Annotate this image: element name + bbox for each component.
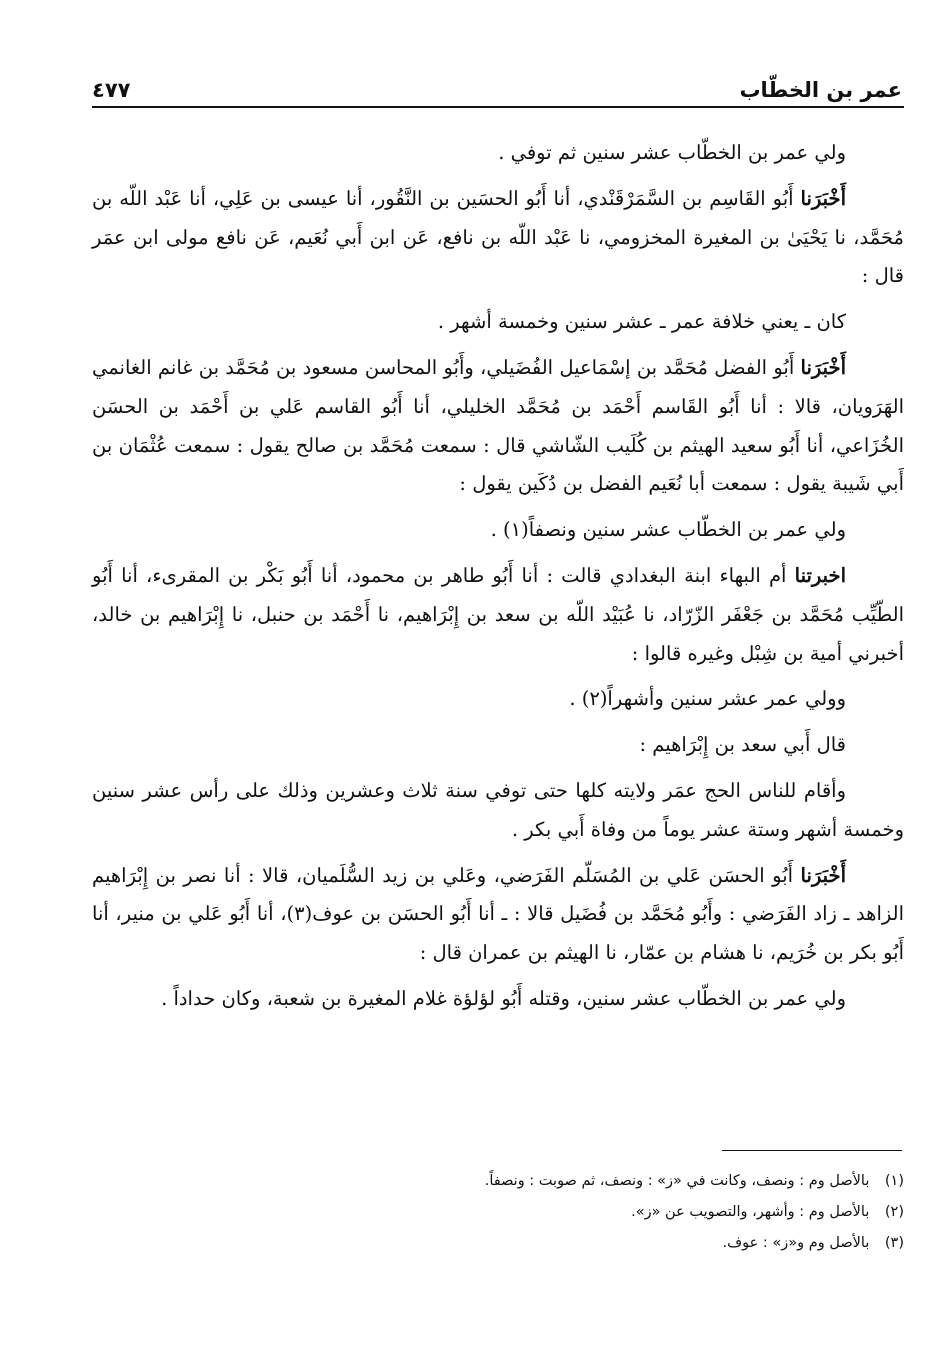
header-rule bbox=[92, 106, 904, 108]
paragraph-text: وأقام للناس الحج عمَر ولايته كلها حتى توفي سنة ثلاث وعشرين وذلك على رأس عشر سنين وخمسة أشهر وستة عشر يوماً من وفاة أَبي بكر . bbox=[92, 778, 904, 841]
paragraph-text: أَبُو الفضل مُحَمَّد بن إسْمَاعيل الفُضَيلي، وأَبُو المحاسن مسعود بن مُحَمَّد بن غانم الغانمي الهَرَويان، قالا : أنا أَبُو القَاسم أَحْمَد بن مُحَمَّد الخليلي، أنا أَبُو القاسم عَلي بن أَحْمَد بن الحسَن الخُزَاعي، أنا أَبُو سعيد الهيثم بن كُلَيب الشّاشي قال : سمعت مُحَمَّد بن صالح يقول : سمعت عُثْمَان بن أَبي شَيبة يقول : سمعت أبا نُعَيم الفضل بن دُكَين يقول : bbox=[92, 355, 904, 496]
footnotes bbox=[92, 1166, 904, 1259]
paragraph bbox=[92, 511, 904, 550]
paragraph-text: ولي عمر بن الخطّاب عشر سنين ونصفاً(١) . bbox=[490, 518, 846, 542]
running-head bbox=[92, 62, 902, 102]
paragraph-text: كان ـ يعني خلافة عمر ـ عشر سنين وخمسة أشهر . bbox=[437, 310, 846, 334]
page-number: ٤٧٧ bbox=[92, 78, 131, 102]
running-title: عمر بن الخطّاب bbox=[739, 78, 902, 102]
footnote bbox=[92, 1228, 904, 1259]
paragraph bbox=[92, 180, 904, 296]
keyword: أَخْبَرَنا bbox=[800, 186, 846, 210]
keyword: أَخْبَرَنا bbox=[800, 355, 846, 379]
keyword: اخبرتنا bbox=[794, 563, 846, 587]
footnote-text: بالأصل وم و«ز» : عوف. bbox=[722, 1235, 870, 1251]
paragraph-text: ولي عمر بن الخطّاب عشر سنين، وقتله أَبُو لؤلؤة غلام المغيرة بن شعبة، وكان حداداً . bbox=[161, 986, 846, 1010]
footnote-number: (١) bbox=[884, 1173, 904, 1189]
paragraph bbox=[92, 680, 904, 719]
paragraph-text: وولي عمر عشر سنين وأشهراً(٢) . bbox=[569, 687, 846, 711]
paragraph bbox=[92, 349, 904, 504]
paragraph bbox=[92, 303, 904, 342]
paragraph bbox=[92, 980, 904, 1019]
keyword: أَخْبَرَنا bbox=[800, 863, 846, 887]
footnote-rule bbox=[722, 1150, 902, 1151]
footnote-number: (٣) bbox=[884, 1235, 904, 1251]
paragraph bbox=[92, 857, 904, 973]
paragraph bbox=[92, 557, 904, 673]
paragraph bbox=[92, 772, 904, 850]
paragraph bbox=[92, 134, 904, 173]
paragraph-text: قال أَبي سعد بن إِبْرَاهيم : bbox=[639, 733, 846, 757]
footnote-number: (٢) bbox=[884, 1204, 904, 1220]
footnote-text: بالأصل وم : وأشهر، والتصويب عن «ز». bbox=[631, 1204, 870, 1220]
paragraph-text: أم البهاء ابنة البغدادي قالت : أنا أَبُو طاهر بن محمود، أنا أَبُو بَكْر بن المقرىء، أنا أَبُو الطّيِّب مُحَمَّد بن جَعْفَر الزّرّاد، نا عُبَيْد اللّه بن سعد بن إِبْرَاهيم، نا أَحْمَد بن حنبل، نا إِبْرَاهيم بن خالد، أخبرني أمية بن شِبْل وغيره قالوا : bbox=[92, 563, 904, 665]
paragraph-text: ولي عمر بن الخطّاب عشر سنين ثم توفي . bbox=[498, 141, 846, 164]
footnote-text: بالأصل وم : ونصف، وكانت في «ز» : ونصف، ثم صوبت : ونصفاً. bbox=[484, 1173, 870, 1189]
footnote bbox=[92, 1197, 904, 1228]
paragraph bbox=[92, 726, 904, 765]
main-text bbox=[92, 134, 904, 1026]
paragraph-text: أَبُو الحسَن عَلي بن المُسَلّم الفَرَضي، وعَلي بن زيد السُّلَميان، قالا : أنا نصر بن إِبْرَاهيم الزاهد ـ زاد الفَرَضي : وأَبُو مُحَمَّد بن فُضَيل قالا : ـ أنا أَبُو الحسَن بن عوف(٣)، أنا أَبُو عَلي بن منير، أنا أَبُو بكر بن خُرَيم، نا هشام بن عمّار، نا الهيثم بن عمران قال : bbox=[92, 863, 905, 965]
paragraph-text: أَبُو القَاسِم بن السَّمَرْقَنْدي، أنا أَبُو الحسَين بن النَّقُور، أنا عيسى بن عَلِي، أنا عَبْد اللّه بن مُحَمَّد، نا يَحْيَىٰ بن المغيرة المخزومي، نا عَبْد اللّه بن نافع، عَن ابن أَبي نُعَيم، عَن نافع مولى ابن عمَر قال : bbox=[92, 186, 904, 288]
footnote bbox=[92, 1166, 904, 1197]
